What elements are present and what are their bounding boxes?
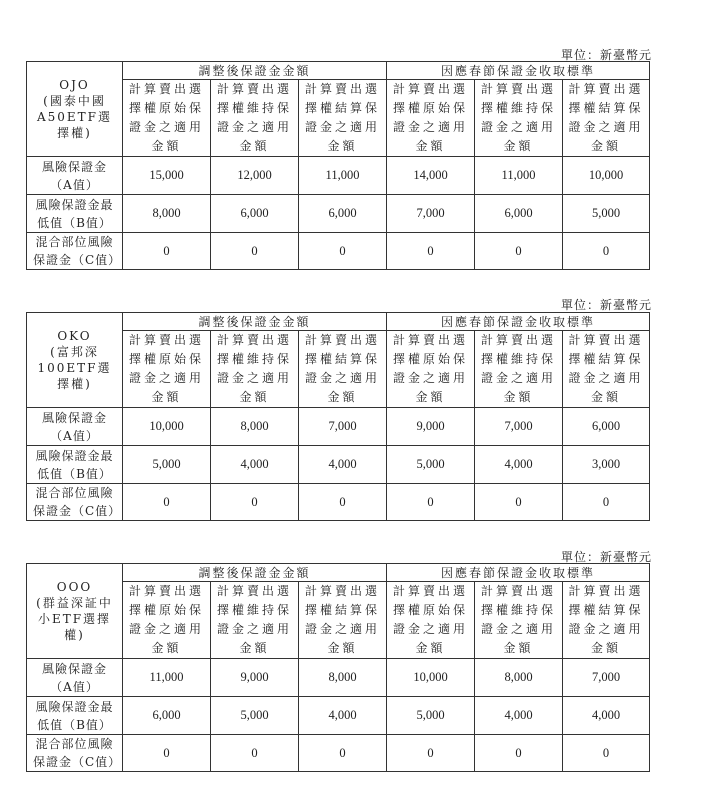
- column-header: 計算賣出選擇權原始保證金之適用金額: [123, 582, 211, 659]
- column-header: 計算賣出選擇權原始保證金之適用金額: [123, 80, 211, 157]
- group-header: 調整後保證金金額: [123, 564, 387, 582]
- value-cell: 4,000: [563, 697, 650, 735]
- unit-label: 單位：新臺幣元: [560, 298, 652, 312]
- row-label: 風險保證金（A值）: [27, 659, 123, 697]
- value-cell: 0: [387, 233, 475, 270]
- value-cell: 6,000: [123, 697, 211, 735]
- column-header: 計算賣出選擇權原始保證金之適用金額: [387, 80, 475, 157]
- table-row: [27, 195, 650, 233]
- row-label: 混合部位風險保證金（C值）: [27, 233, 123, 270]
- value-cell: 0: [563, 735, 650, 772]
- value-cell: 4,000: [475, 446, 563, 484]
- value-cell: 11,000: [123, 659, 211, 697]
- value-cell: 3,000: [563, 446, 650, 484]
- row-label: 風險保證金最低值（B值）: [27, 195, 123, 233]
- value-cell: 6,000: [211, 195, 299, 233]
- value-cell: 0: [123, 484, 211, 521]
- value-cell: 14,000: [387, 157, 475, 195]
- unit-label: 單位：新臺幣元: [560, 550, 652, 564]
- value-cell: 5,000: [387, 697, 475, 735]
- product-header-cell: [27, 564, 123, 659]
- value-cell: 0: [211, 735, 299, 772]
- column-header: 計算賣出選擇權維持保證金之適用金額: [475, 80, 563, 157]
- value-cell: 7,000: [563, 659, 650, 697]
- table-row: [27, 697, 650, 735]
- value-cell: 0: [387, 484, 475, 521]
- unit-label: 單位：新臺幣元: [560, 48, 652, 62]
- group-header: 調整後保證金金額: [123, 62, 387, 80]
- value-cell: 8,000: [123, 195, 211, 233]
- product-code: OOO: [56, 580, 93, 594]
- value-cell: 0: [211, 233, 299, 270]
- table-row: [27, 233, 650, 270]
- column-header: 計算賣出選擇權結算保證金之適用金額: [563, 582, 650, 659]
- table-row: [27, 446, 650, 484]
- value-cell: 10,000: [563, 157, 650, 195]
- column-header: 計算賣出選擇權原始保證金之適用金額: [123, 331, 211, 408]
- product-name: (國泰中國A50ETF選擇權): [36, 94, 113, 140]
- row-label: 風險保證金最低值（B值）: [27, 697, 123, 735]
- row-label: 混合部位風險保證金（C值）: [27, 735, 123, 772]
- value-cell: 15,000: [123, 157, 211, 195]
- margin-table-oko: [26, 312, 650, 521]
- group-header: 因應春節保證金收取標準: [387, 564, 650, 582]
- product-header-cell: [27, 313, 123, 408]
- value-cell: 0: [299, 233, 387, 270]
- column-header: 計算賣出選擇權結算保證金之適用金額: [299, 331, 387, 408]
- column-header: 計算賣出選擇權結算保證金之適用金額: [299, 80, 387, 157]
- value-cell: 0: [299, 484, 387, 521]
- value-cell: 8,000: [299, 659, 387, 697]
- value-cell: 11,000: [299, 157, 387, 195]
- value-cell: 6,000: [475, 195, 563, 233]
- value-cell: 9,000: [211, 659, 299, 697]
- value-cell: 7,000: [387, 195, 475, 233]
- row-label: 混合部位風險保證金（C值）: [27, 484, 123, 521]
- column-header: 計算賣出選擇權維持保證金之適用金額: [211, 582, 299, 659]
- column-header: 計算賣出選擇權結算保證金之適用金額: [563, 331, 650, 408]
- row-label: 風險保證金（A值）: [27, 157, 123, 195]
- product-name: (群益深証中小ETF選擇權): [36, 596, 113, 642]
- table-row: [27, 659, 650, 697]
- column-header: 計算賣出選擇權維持保證金之適用金額: [211, 331, 299, 408]
- group-header: 因應春節保證金收取標準: [387, 62, 650, 80]
- row-label: 風險保證金（A值）: [27, 408, 123, 446]
- column-header: 計算賣出選擇權維持保證金之適用金額: [475, 582, 563, 659]
- value-cell: 4,000: [211, 446, 299, 484]
- value-cell: 6,000: [563, 408, 650, 446]
- product-name: (富邦深100ETF選擇權): [37, 345, 112, 391]
- value-cell: 6,000: [299, 195, 387, 233]
- value-cell: 9,000: [387, 408, 475, 446]
- group-header: 因應春節保證金收取標準: [387, 313, 650, 331]
- value-cell: 5,000: [123, 446, 211, 484]
- column-header: 計算賣出選擇權維持保證金之適用金額: [211, 80, 299, 157]
- value-cell: 0: [123, 735, 211, 772]
- column-header: 計算賣出選擇權原始保證金之適用金額: [387, 331, 475, 408]
- column-header: 計算賣出選擇權原始保證金之適用金額: [387, 582, 475, 659]
- value-cell: 0: [123, 233, 211, 270]
- value-cell: 4,000: [475, 697, 563, 735]
- table-row: [27, 484, 650, 521]
- value-cell: 8,000: [211, 408, 299, 446]
- column-header: 計算賣出選擇權維持保證金之適用金額: [475, 331, 563, 408]
- row-label: 風險保證金最低值（B值）: [27, 446, 123, 484]
- value-cell: 0: [475, 233, 563, 270]
- product-header-cell: [27, 62, 123, 157]
- value-cell: 0: [475, 735, 563, 772]
- value-cell: 10,000: [387, 659, 475, 697]
- value-cell: 7,000: [299, 408, 387, 446]
- value-cell: 0: [211, 484, 299, 521]
- column-header: 計算賣出選擇權結算保證金之適用金額: [299, 582, 387, 659]
- value-cell: 12,000: [211, 157, 299, 195]
- value-cell: 5,000: [211, 697, 299, 735]
- table-row: [27, 735, 650, 772]
- value-cell: 11,000: [475, 157, 563, 195]
- value-cell: 0: [475, 484, 563, 521]
- value-cell: 5,000: [563, 195, 650, 233]
- value-cell: 0: [563, 233, 650, 270]
- value-cell: 0: [299, 735, 387, 772]
- value-cell: 8,000: [475, 659, 563, 697]
- column-header: 計算賣出選擇權結算保證金之適用金額: [563, 80, 650, 157]
- margin-table-ojo: [26, 61, 650, 270]
- table-row: [27, 408, 650, 446]
- value-cell: 0: [563, 484, 650, 521]
- value-cell: 7,000: [475, 408, 563, 446]
- value-cell: 0: [387, 735, 475, 772]
- table-row: [27, 157, 650, 195]
- product-code: OKO: [57, 329, 92, 343]
- value-cell: 4,000: [299, 697, 387, 735]
- value-cell: 10,000: [123, 408, 211, 446]
- margin-table-ooo: [26, 563, 650, 772]
- value-cell: 4,000: [299, 446, 387, 484]
- product-code: OJO: [59, 78, 90, 92]
- group-header: 調整後保證金金額: [123, 313, 387, 331]
- value-cell: 5,000: [387, 446, 475, 484]
